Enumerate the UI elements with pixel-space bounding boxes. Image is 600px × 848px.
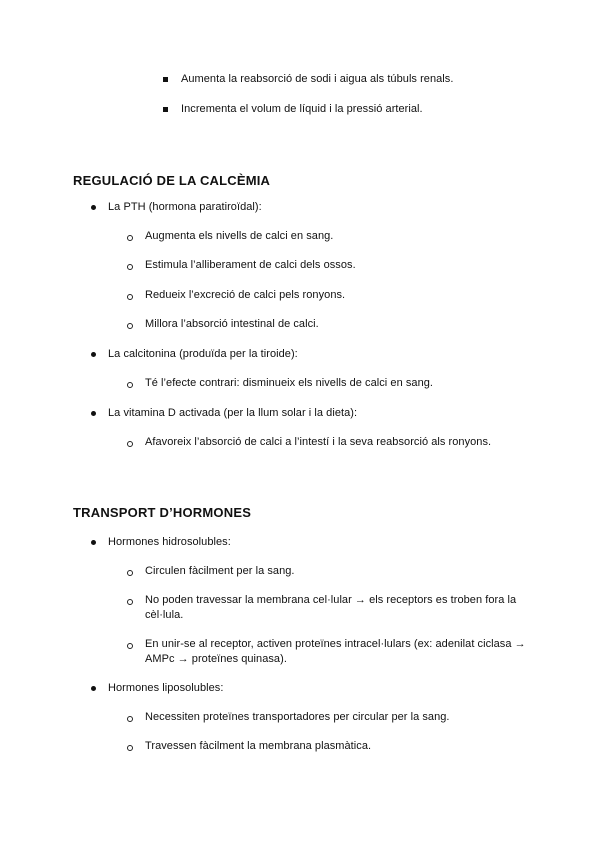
disc-bullet-icon [91,686,96,691]
list-item: Hormones hidrosolubles: [108,536,231,548]
list-item: La calcitonina (produïda per la tiroide): [108,348,298,360]
circle-bullet-icon [127,294,133,300]
circle-bullet-icon [127,235,133,241]
sub-list-item: Necessiten proteïnes transportadores per circular per la sang. [145,711,450,723]
sub-list-item: Augmenta els nivells de calci en sang. [145,230,334,242]
disc-bullet-icon [91,205,96,210]
circle-bullet-icon [127,382,133,388]
circle-bullet-icon [127,599,133,605]
list-item: Aumenta la reabsorció de sodi i aigua als túbuls renals. [181,73,454,85]
square-bullet-icon [163,77,168,82]
list-item: Incrementa el volum de líquid i la pressió arterial. [181,103,423,115]
square-bullet-icon [163,107,168,112]
section-heading: REGULACIÓ DE LA CALCÈMIA [73,173,271,188]
section-heading: TRANSPORT D’HORMONES [73,505,252,520]
list-item: Hormones liposolubles: [108,682,224,694]
circle-bullet-icon [127,643,133,649]
circle-bullet-icon [127,745,133,751]
circle-bullet-icon [127,323,133,329]
disc-bullet-icon [91,540,96,545]
sub-list-item: En unir-se al receptor, activen proteïnes intracel·lulars (ex: adenilat ciclasa → [145,638,526,650]
list-item: La PTH (hormona paratiroïdal): [108,201,262,213]
sub-list-item: Travessen fàcilment la membrana plasmàtica. [145,740,372,752]
sub-list-item: Té l’efecte contrari: disminueix els nivells de calci en sang. [145,377,434,389]
sub-list-item: Afavoreix l’absorció de calci a l’intestí i la seva reabsorció als ronyons. [145,436,492,448]
sub-list-item: Redueix l’excreció de calci pels ronyons. [145,289,346,301]
circle-bullet-icon [127,441,133,447]
circle-bullet-icon [127,570,133,576]
sub-list-item-continuation: cèl·lula. [145,609,184,621]
sub-list-item: No poden travessar la membrana cel·lular → els receptors es troben fora la [145,594,517,606]
sub-list-item: Millora l’absorció intestinal de calci. [145,318,319,330]
circle-bullet-icon [127,716,133,722]
disc-bullet-icon [91,411,96,416]
list-item: La vitamina D activada (per la llum solar i la dieta): [108,407,358,419]
circle-bullet-icon [127,264,133,270]
sub-list-item: Estimula l’alliberament de calci dels ossos. [145,259,356,271]
sub-list-item-continuation: AMPc → proteïnes quinasa). [145,653,287,665]
sub-list-item: Circulen fàcilment per la sang. [145,565,295,577]
disc-bullet-icon [91,352,96,357]
